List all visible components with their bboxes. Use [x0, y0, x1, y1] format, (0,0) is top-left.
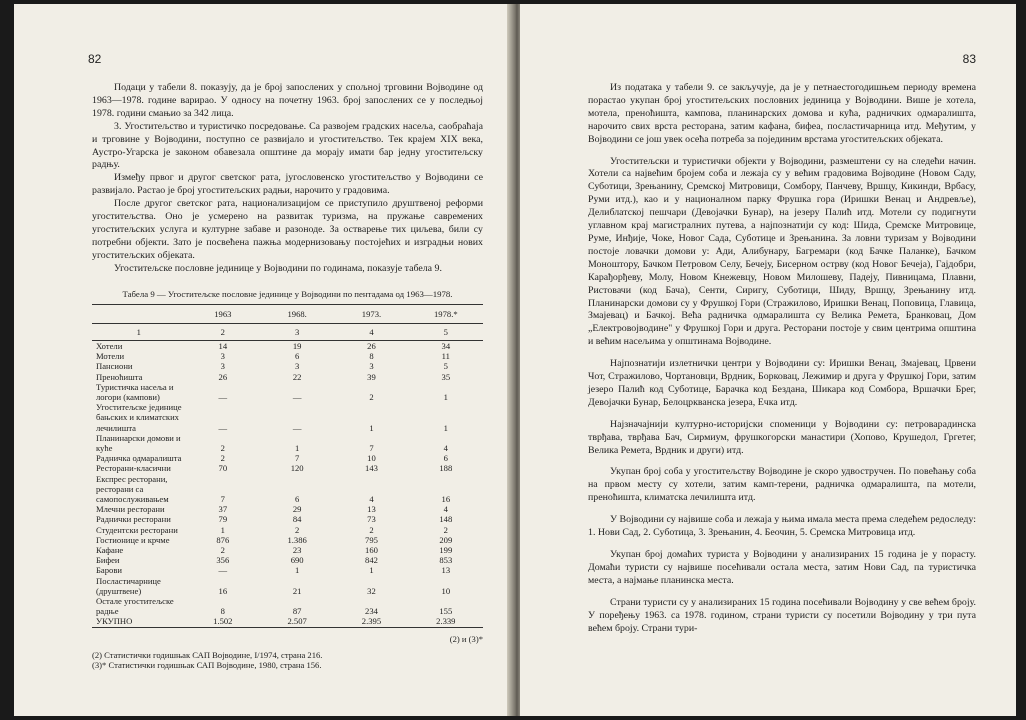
table-cell: 4 [369, 494, 374, 505]
table-cell: 6 [295, 351, 300, 362]
row-label: Ресторани-класични [96, 463, 171, 474]
table-cell: 13 [367, 504, 376, 515]
table-9 [92, 304, 483, 628]
table-cell: 2 [369, 524, 374, 535]
paragraph: Укупан број соба у угоститељству Војводине је скоро удвостручен. По повећању соба на првом месту су хотели, затим камп-терени, радничка одмаралишта, па мотели, преноћишта, климатска лечилишта итд. [588, 466, 976, 504]
table-cell: 16 [441, 494, 451, 505]
table-cell: 26 [218, 371, 228, 382]
table-row [92, 402, 483, 433]
table-cell: 1 [295, 443, 300, 454]
column-number: 2 [186, 323, 260, 340]
table-cell: 1 [369, 565, 374, 576]
table-caption: Табела 9 — Угоститељске пословне јединице у Војводини по пентадама од 1963—1978. [122, 288, 453, 299]
paragraph: У Војводини су највише соба и лежаја у њима имала места према следећем редоследу: 1. Нови Сад, 2. Суботица, 3. Зрењанин, 4. Беочин, 5. Сремска Митровица итд. [588, 514, 976, 539]
row-label: Студентски ресторани [96, 524, 178, 535]
paragraph: Из података у табели 9. се закључује, да је у петнаестогодишњем периоду времена порастао укупан број угоститељских пословних јединица у Војводини. Више је хотела, мотела, преноћишта, кампова, планинарских домова и кућа, радничких одмаралишта, нарочито свих врста ресторана, затим кафана, бифеа, посластичарница итд. Међутим, у Војводини се још увек осећа потреба за појединим врстама угоститељских објеката. [588, 82, 976, 145]
table-cell: 143 [365, 463, 378, 474]
table-cell: 7 [295, 453, 300, 464]
row-label: Остале угоститељске радње [96, 596, 174, 617]
table-cell: 2.395 [334, 616, 408, 627]
table-cell: — [218, 392, 228, 403]
column-number: 1 [92, 323, 186, 340]
header-cell: 1978.* [409, 304, 483, 323]
table-cell: 84 [292, 514, 302, 525]
table-cell: — [292, 392, 302, 403]
table-cell: 23 [292, 545, 302, 556]
column-number: 3 [260, 323, 334, 340]
table-row [92, 453, 483, 463]
paragraph: 3. Угоститељство и туристичко посредовање. Са развојем градских насеља, саобраћаја и трговине у Војводини, поступно се развијало и угоститељство. Тек крајем XIX века, Аустро-Угарска је законом обавезала општине да морају имати бар једну угоститељску радњу. [92, 120, 483, 171]
table-cell: 234 [365, 606, 378, 617]
table-cell: 4 [443, 504, 448, 515]
table-row [92, 361, 483, 371]
references [92, 650, 483, 671]
table-cell: 188 [439, 463, 453, 474]
table-cell: 16 [218, 585, 228, 596]
table-cell: — [292, 422, 302, 433]
table-cell: 10 [441, 585, 451, 596]
table-cell: 10 [367, 453, 376, 464]
table-cell: 2 [220, 453, 225, 464]
table-cell: 1 [295, 565, 300, 576]
row-label: Хотели [96, 341, 123, 351]
table-cell: 34 [441, 341, 451, 351]
table-cell: 4 [443, 443, 448, 454]
table-cell: 11 [441, 351, 450, 362]
row-label: Раднички ресторани [96, 514, 171, 525]
reference: (2) Статистички годишњак САП Војводине, I/1974, страна 216. [92, 649, 323, 660]
row-label: Мотели [96, 351, 125, 362]
table-cell: 29 [292, 504, 302, 515]
column-number: 4 [334, 323, 408, 340]
table-row [92, 372, 483, 382]
table-cell: 1.502 [186, 616, 260, 627]
table-row [92, 504, 483, 514]
table-cell: 690 [290, 555, 304, 566]
row-label: Гостионице и крчме [96, 534, 170, 545]
paragraph: Страни туристи су у анализираних 15 година посећивали Војводину у све већем броју. У поређењу 1963. са 1978. годином, страни туристи су посетили Војводину у три пута већем броју. Страни тури- [588, 596, 976, 634]
table-header-row [92, 304, 483, 323]
left-body-text [92, 82, 483, 276]
table-cell: 3 [369, 361, 374, 372]
table-row [92, 576, 483, 596]
table-cell: 26 [367, 341, 376, 351]
table-cell: 32 [367, 585, 376, 596]
table-row [92, 535, 483, 545]
table-row [92, 525, 483, 535]
table-cell: 155 [439, 606, 453, 617]
table-cell: 79 [218, 514, 228, 525]
row-label: Посластичарнице (друштвене) [96, 575, 161, 596]
paragraph: Најпознатији излетнички центри у Војводини су: Иришки Венац, Змајевац, Црвени Чот, Стражилово, Чортановци, Врдник, Борковац, Лежимир и друга у Фрушкој Гори, затим језеро Палић код Суботице, Барачка код Бездана, Шикара код Сомбора, Вршачки Брег, Девојачки Бунар, Белоцркванска језера, Ечка итд. [588, 358, 976, 408]
table-cell: 3 [220, 361, 225, 372]
table-cell: 8 [220, 606, 225, 617]
column-number-row [92, 323, 483, 340]
paragraph: Укупан број домаћих туриста у Војводини у анализираних 15 година је у порасту. Домаћи туристи су највише посећивали остала места, затим Нови Сад, па туристичка места, а најмање планинска места. [588, 549, 976, 586]
table-cell: 6 [295, 494, 300, 505]
table-cell: 795 [365, 534, 378, 545]
table-cell: 876 [216, 534, 230, 545]
reference: (3)* Статистички годишњак САП Војводине, 1980, страна 156. [92, 660, 322, 671]
table-row [92, 351, 483, 361]
header-cell: 1963 [186, 304, 260, 323]
table-cell: 2 [369, 392, 374, 403]
table-cell: 22 [292, 371, 302, 382]
row-label: Пансиони [96, 361, 133, 372]
table-cell: 2 [220, 545, 225, 556]
table-row [92, 555, 483, 565]
table-cell: 19 [292, 341, 302, 351]
table-cell: 199 [439, 545, 453, 556]
table-cell: 1 [369, 422, 374, 433]
table-cell: 160 [365, 545, 378, 556]
table-cell: 13 [441, 565, 451, 576]
table-cell: 6 [443, 453, 448, 464]
header-cell: 1968. [260, 304, 334, 323]
table-cell: 14 [218, 341, 228, 351]
table-cell: 2.339 [409, 616, 483, 627]
table-cell: — [218, 565, 228, 576]
header-cell [92, 304, 186, 323]
table-cell: 8 [369, 351, 374, 362]
page-number-left: 82 [88, 52, 102, 66]
row-label: Преноћишта [96, 371, 143, 382]
table-cell: 209 [439, 534, 453, 545]
column-number: 5 [409, 323, 483, 340]
row-label: Експрес ресторани, ресторани са самопослуживањем [96, 473, 169, 505]
table-row [92, 382, 483, 402]
table-cell: 148 [439, 514, 453, 525]
table-row [92, 474, 483, 505]
row-label: Кафане [96, 545, 124, 556]
table-row [92, 433, 483, 453]
table-cell: 853 [439, 555, 453, 566]
header-cell: 1973. [334, 304, 408, 323]
table-row [92, 565, 483, 575]
table-cell: — [218, 422, 228, 433]
right-page [520, 4, 1016, 716]
row-label: Туристичка насеља и логори (кампови) [96, 381, 174, 403]
table-cell: 2.507 [260, 616, 334, 627]
table-row [92, 596, 483, 616]
paragraph: Најзначајнији културно-историјски споменици у Војводини су: петроварадинска тврђава, тврђава Бач, Сирмиум, фрушкогорски манастири (Хопово, Крушедол, Гргетег, Велика Ремета, Врдник и други) итд. [588, 418, 976, 456]
table-row [92, 514, 483, 524]
table-cell: 1 [443, 422, 448, 433]
row-label: Бифеи [96, 555, 120, 566]
page-number-right: 83 [962, 52, 976, 66]
table-cell: 2 [220, 443, 225, 454]
row-label: Угоститељске јединице бањских и климатских лечилишта [96, 402, 182, 433]
table-cell: 5 [443, 361, 448, 372]
table-cell: 37 [218, 504, 228, 515]
table-cell: 7 [369, 443, 374, 454]
table-cell: 3 [295, 361, 300, 372]
table-cell: 70 [218, 463, 228, 474]
table-cell: 2 [295, 524, 300, 535]
table-cell: 3 [220, 351, 225, 362]
table-body [92, 341, 483, 628]
table-cell: 356 [216, 555, 230, 566]
table-cell: 1.386 [287, 534, 307, 545]
table-cell: 35 [441, 371, 451, 382]
table-cell: 73 [367, 514, 376, 525]
table-cell: 2 [443, 524, 448, 535]
table-cell: 87 [292, 606, 302, 617]
paragraph: Угоститељске пословне јединице у Војводини по годинама, показује табела 9. [114, 262, 442, 274]
row-label: Радничка одмаралишта [96, 453, 182, 464]
row-label: Планинарски домови и куће [96, 432, 181, 454]
left-page [14, 4, 511, 716]
source-mark: (2) и (3)* [449, 633, 483, 644]
table-row [92, 463, 483, 473]
table-cell: 7 [220, 494, 225, 505]
paragraph: Подаци у табели 8. показују, да је број запослених у спољној трговини Војводине од 1963—1978. године варирао. У односу на почетну 1963. број запослених се у последњој 1978. години смањио за 342 лица. [92, 82, 483, 119]
table-cell: 842 [365, 555, 378, 566]
right-body-text [588, 82, 976, 635]
table-row [92, 341, 483, 352]
paragraph: После другог светског рата, национализацијом се приступило друштвеној реформи угоститељства. Оно је усмерено на развитак туризма, на пружање савремених угоститељских услуга и културне забаве и разоноде. За остварење тих циљева, били су потребни објекти. Зато је посвећена пажња модернизовању постојећих и изградњи нових угоститељских објеката. [92, 198, 483, 261]
table-cell: 21 [292, 585, 302, 596]
table-cell: 1 [220, 524, 225, 535]
table-row [92, 545, 483, 555]
table-row [92, 616, 483, 627]
table-cell: 120 [290, 463, 304, 474]
table-cell: 1 [443, 392, 448, 403]
row-label: Барови [96, 565, 122, 576]
paragraph: Угоститељски и туристички објекти у Војводини, размештени су на следећи начин. Хотели са највећим бројем соба и лежаја су у већим градовима Војводине (Новом Саду, Суботици, Зрењанину, Сремској Митровици, Сомбору, Панчеву, Вршцу, Кикинди, Врбасу, Руми итд.), као и у националном парку Фрушка гора (Иришки Венац и Андревље), Делиблатској пешчари (Девојачки Бунар), на језеру Палић итд. Мотели су подигнути углавном крај магистралних путева, а најпознатији су код: Шида, Сремске Митровице, Руме, Инђије, Чоке, Новог Сада, Суботице и Зрењанина. За ловни туризам у Војводини постоје ловачки домови у: Ади, Алибунару, Багремари (код Бачке Паланке), Бачком Моноштору, Бачком Петровом Селу, Бечеју, Бисерном острву (код Новог Бечеја), Гајдобри, Карађорђеву, Молу, Новом Кнежевцу, Новом Милошеву, Падеју, Пивницама, Плавни, Ристовачи (код Бача), Сенти, Сиригу, Суботици, Шиду, Вршцу, Зрењанину итд. Планинарски домови су у Фрушкој Гори (Стражилово, Иришки Венац, Поповица, Главица, Змајевац) и Бачкој. Већа радничка одмаралишта су Велика Ремета, Бранковац, Дом „Електровојводине" у Фрушкој Гори и друга. Ресторани постоје у свим центрима општина и већим насељима у општинама Војводине. [588, 155, 976, 348]
table-cell: 39 [367, 371, 376, 382]
row-label: Млечни ресторани [96, 504, 165, 515]
paragraph: Између првог и другог светског рата, југословенско угоститељство у Војводини се развијало. Растао је број угоститељских радњи, нарочито у градовима. [92, 172, 483, 197]
row-label: УКУПНО [92, 616, 186, 627]
